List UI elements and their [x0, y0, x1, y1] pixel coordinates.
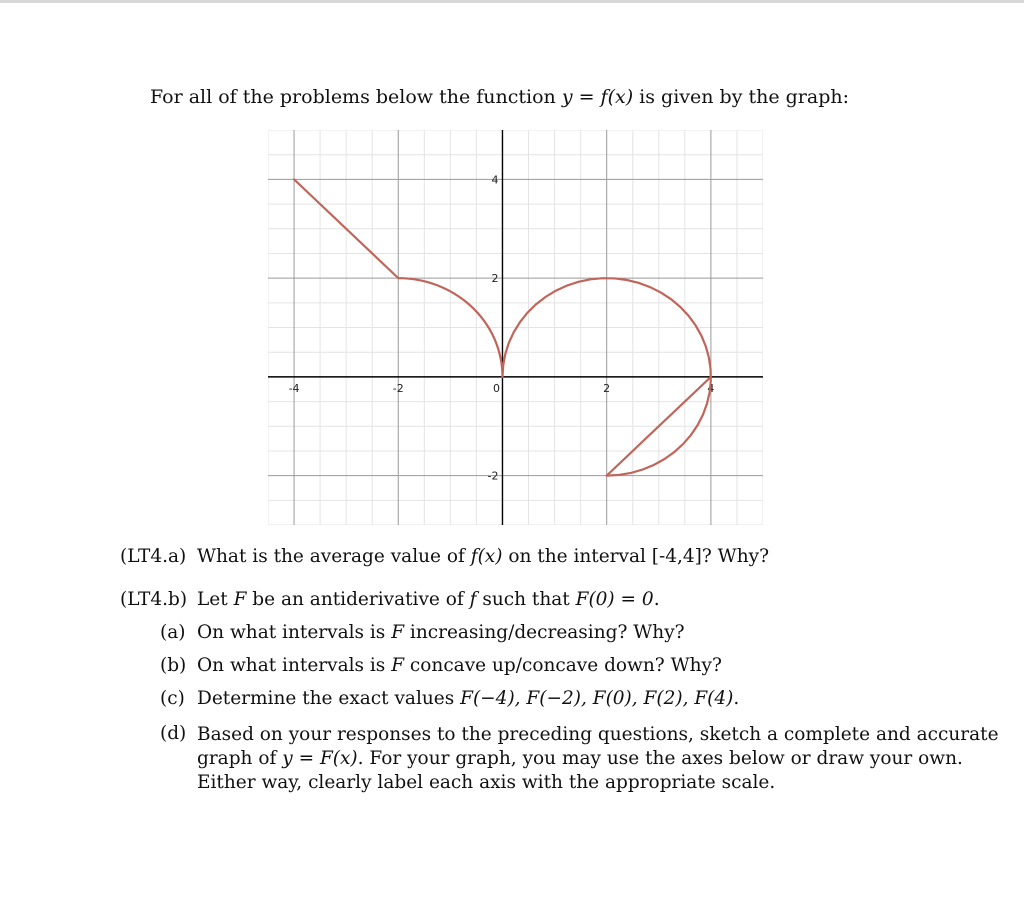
- question-lt4a-text-end: on the interval [-4,4]? Why?: [502, 546, 769, 567]
- subquestion-c-math: F(−4), F(−2), F(0), F(2), F(4): [460, 688, 734, 709]
- x-tick-label: -4: [288, 381, 300, 395]
- question-lt4b-text-3: such that: [476, 589, 576, 610]
- subquestion-a-math: F: [391, 622, 405, 643]
- subquestion-c: [160, 688, 739, 709]
- x-tick-label: 4: [707, 381, 715, 395]
- subquestion-b: [160, 655, 722, 676]
- function-graph: [268, 130, 763, 525]
- x-tick-label: 2: [603, 381, 611, 395]
- intro-function-math: y = f(x): [561, 86, 634, 108]
- question-lt4b-text-end: .: [653, 589, 660, 610]
- question-lt4a-math: f(x): [470, 546, 503, 567]
- question-lt4a-text: What is the average value of: [197, 546, 471, 567]
- question-lt4b-label: (LT4.b): [120, 589, 188, 610]
- x-tick-label: 0: [492, 381, 500, 395]
- subquestion-c-text-end: .: [733, 688, 740, 709]
- subquestion-c-label: (c): [160, 688, 185, 709]
- question-lt4b: [120, 589, 660, 610]
- subquestion-b-label: (b): [160, 655, 187, 676]
- subquestion-d-line2-math: y = F(x): [282, 748, 358, 769]
- question-lt4b-math-f: f: [469, 589, 477, 610]
- intro-text-end: is given by the graph:: [633, 86, 850, 108]
- intro-text-start: For all of the problems below the function: [150, 86, 562, 108]
- question-lt4a-label: (LT4.a): [120, 546, 187, 567]
- question-lt4b-text-2: be an antiderivative of: [246, 589, 470, 610]
- y-tick-label: -2: [487, 469, 499, 483]
- x-axis-ticks: [289, 382, 715, 395]
- intro-text: [150, 86, 849, 108]
- subquestion-a-text-end: increasing/decreasing? Why?: [404, 622, 685, 643]
- subquestion-a-label: (a): [160, 622, 186, 643]
- subquestion-d-line2: [197, 747, 963, 771]
- question-lt4a: [120, 546, 769, 567]
- page-top-border: [0, 0, 1024, 3]
- subquestion-d-body: [197, 723, 999, 795]
- subquestion-b-math: F: [391, 655, 405, 676]
- y-tick-label: 4: [491, 173, 499, 187]
- subquestion-c-text: Determine the exact values: [197, 688, 461, 709]
- question-lt4b-math-condition: F(0) = 0: [575, 589, 654, 610]
- subquestion-b-text-end: concave up/concave down? Why?: [404, 655, 722, 676]
- x-tick-label: -2: [392, 381, 404, 395]
- subquestion-a-text: On what intervals is: [197, 622, 392, 643]
- subquestion-b-text: On what intervals is: [197, 655, 392, 676]
- question-lt4b-text: Let: [197, 589, 234, 610]
- subquestion-d-label: (d): [160, 723, 187, 744]
- subquestion-d-line2-text: graph of: [197, 748, 283, 769]
- question-lt4b-math-F: F: [233, 589, 247, 610]
- subquestion-a: [160, 622, 685, 643]
- subquestion-d-line2-text-end: . For your graph, you may use the axes below or draw your own.: [357, 748, 963, 769]
- subquestion-d-line1: Based on your responses to the preceding questions, sketch a complete and accurate: [197, 724, 999, 745]
- y-tick-label: 2: [491, 272, 499, 286]
- subquestion-d-line3: Either way, clearly label each axis with the appropriate scale.: [197, 772, 776, 793]
